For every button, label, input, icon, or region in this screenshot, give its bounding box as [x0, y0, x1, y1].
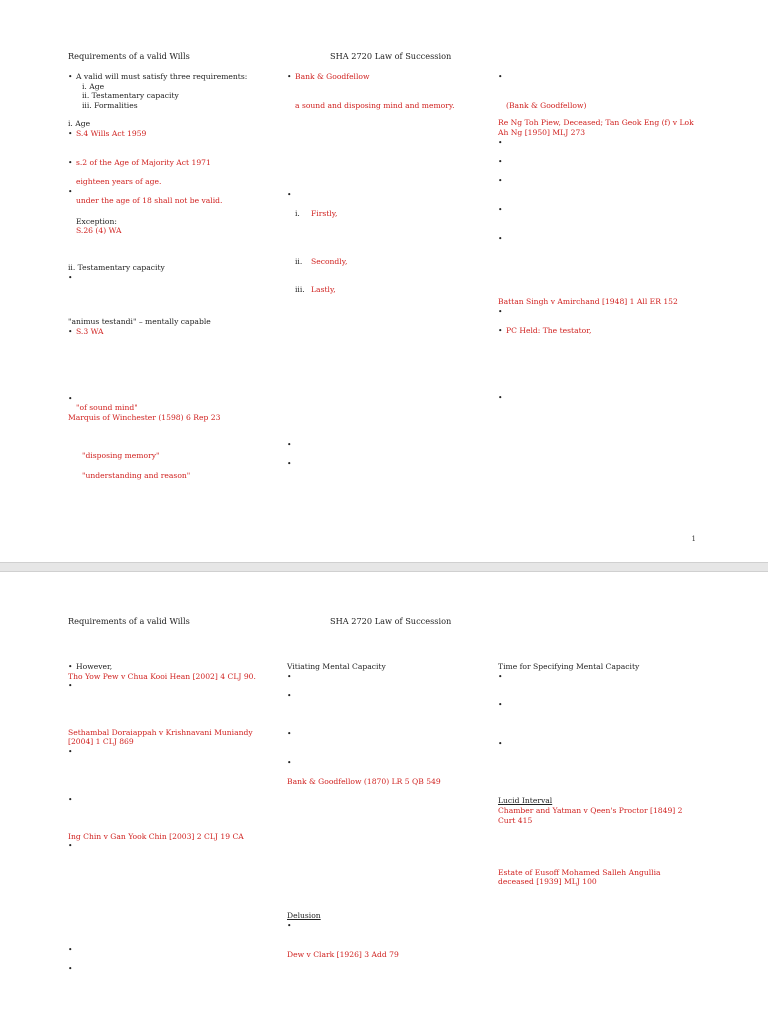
text-placeholder	[295, 190, 484, 200]
case-citation: Re Ng Toh Piew, Deceased; Tan Geok Eng (f) v Lok Ah Ng [1950] MLJ 273	[498, 118, 694, 137]
text-placeholder	[295, 768, 484, 778]
text-placeholder	[506, 700, 698, 710]
text-placeholder	[506, 412, 698, 422]
text-placeholder	[506, 345, 698, 355]
text-placeholder	[295, 758, 484, 768]
quote-block	[68, 423, 276, 481]
list-item	[287, 209, 484, 257]
text-placeholder	[76, 394, 276, 404]
text-placeholder	[76, 346, 276, 356]
text-placeholder	[76, 899, 276, 909]
list-item	[287, 921, 484, 950]
text-placeholder	[512, 925, 698, 935]
requirements-list	[68, 82, 276, 111]
text-placeholder	[506, 729, 698, 739]
text-placeholder	[76, 870, 276, 880]
text-placeholder	[506, 176, 698, 186]
text-placeholder	[301, 892, 484, 902]
exception-block	[68, 217, 276, 255]
page2-column-1	[68, 662, 276, 993]
text-placeholder	[76, 841, 276, 851]
case-citation: S.3 WA	[76, 326, 104, 336]
list-item	[68, 662, 276, 672]
text-placeholder	[506, 272, 698, 282]
text-placeholder	[295, 710, 484, 720]
text-placeholder	[76, 945, 276, 955]
text-placeholder	[76, 365, 276, 375]
text-placeholder	[76, 700, 276, 710]
text-placeholder	[76, 955, 276, 965]
text-placeholder	[311, 353, 484, 363]
text-placeholder	[76, 236, 276, 246]
text-placeholder	[506, 422, 698, 432]
highlight-text: Secondly,	[311, 256, 348, 266]
case-citation: Marquis of Winchester (1598) 6 Rep 23	[68, 413, 221, 422]
case-citation: Battan Singh v Amirchand [1948] 1 All ER 152	[498, 297, 678, 307]
text-placeholder	[295, 940, 484, 950]
text-placeholder	[76, 814, 276, 824]
text-placeholder	[301, 825, 484, 835]
text-placeholder	[512, 906, 698, 916]
text-placeholder	[506, 72, 698, 82]
section-heading: Lucid Interval	[498, 796, 553, 806]
text-placeholder	[295, 681, 484, 691]
text-placeholder	[82, 442, 276, 452]
text-placeholder	[295, 691, 484, 701]
text-placeholder	[506, 166, 698, 176]
section-heading: Vitiating Mental Capacity	[287, 662, 386, 671]
list-marker: ii.	[295, 256, 303, 266]
text-placeholder	[295, 921, 484, 931]
list-marker: i.	[295, 208, 300, 218]
case-citation: Estate of Eusoff Mohamed Salleh Angullia deceased [1939] MLJ 100	[498, 867, 661, 887]
text-placeholder	[512, 935, 698, 945]
text-placeholder	[295, 739, 484, 749]
text-placeholder	[76, 148, 276, 158]
text-placeholder	[76, 983, 276, 993]
animus-label: "animus testandi" – mentally capable	[68, 317, 211, 327]
list-item	[287, 72, 484, 178]
list-item	[498, 672, 698, 701]
list-item	[68, 72, 276, 82]
text-placeholder	[506, 281, 698, 291]
text-placeholder	[295, 459, 484, 469]
page2-column-3	[498, 662, 698, 945]
page-header-left: Requirements of a valid Wills	[68, 51, 190, 61]
text-placeholder	[76, 795, 276, 805]
text-placeholder	[506, 710, 698, 720]
text-placeholder	[301, 844, 484, 854]
page-separator	[0, 562, 768, 572]
exception-label: Exception:	[76, 216, 117, 226]
text-placeholder	[506, 186, 698, 196]
document-page-2	[0, 572, 768, 1024]
text-placeholder	[76, 860, 276, 870]
text-placeholder	[506, 441, 698, 451]
list-item	[287, 190, 484, 209]
text-placeholder	[76, 747, 276, 757]
text-placeholder	[506, 243, 698, 253]
section-heading: Time for Specifying Mental Capacity	[498, 662, 640, 671]
text-placeholder	[506, 364, 698, 374]
text-placeholder	[506, 316, 698, 326]
text-placeholder	[506, 672, 698, 682]
page1-column-2	[287, 72, 484, 488]
list-item	[287, 257, 484, 286]
list-item	[68, 681, 276, 719]
text-placeholder	[506, 253, 698, 263]
text-placeholder	[506, 681, 698, 691]
text-placeholder	[301, 835, 484, 845]
list-item	[68, 273, 276, 311]
text-placeholder	[76, 301, 276, 311]
page-header-center: SHA 2720 Law of Succession	[330, 51, 452, 61]
case-citation: s.2 of the Age of Majority Act 1971	[76, 157, 211, 167]
highlight-text: a sound and disposing mind and memory.	[295, 100, 455, 110]
list-item: iii. Formalities	[82, 100, 138, 110]
text-placeholder	[76, 384, 276, 394]
text-placeholder	[301, 902, 484, 912]
text-placeholder	[295, 110, 484, 120]
text-placeholder	[295, 700, 484, 710]
list-item	[498, 157, 698, 176]
paragraph	[498, 831, 698, 860]
text-placeholder	[295, 729, 484, 739]
highlight-text: eighteen years of age.	[76, 176, 162, 186]
case-citation: Bank & Goodfellow	[295, 72, 370, 81]
text-placeholder	[76, 804, 276, 814]
text-placeholder	[295, 440, 484, 450]
list-item	[498, 176, 698, 205]
text-placeholder	[82, 432, 276, 442]
text-placeholder	[311, 399, 484, 409]
text-placeholder	[311, 247, 484, 257]
text-placeholder	[506, 147, 698, 157]
text-placeholder	[311, 333, 484, 343]
text-placeholder	[311, 343, 484, 353]
text-placeholder	[76, 766, 276, 776]
text-placeholder	[506, 374, 698, 384]
text-placeholder	[311, 409, 484, 419]
text-placeholder	[76, 908, 276, 918]
text-placeholder	[311, 314, 484, 324]
list-item	[68, 327, 276, 394]
text-placeholder	[498, 841, 698, 851]
list-item	[498, 205, 698, 234]
text-placeholder	[295, 91, 484, 101]
case-citation: (Bank & Goodfellow)	[506, 100, 587, 110]
text-placeholder	[311, 218, 484, 228]
text-placeholder	[76, 785, 276, 795]
case-citation: S.4 Wills Act 1959	[76, 128, 147, 138]
text-placeholder	[76, 681, 276, 691]
highlight-text: PC Held: The testator,	[506, 325, 592, 335]
text-placeholder	[506, 758, 698, 768]
text-placeholder	[506, 720, 698, 730]
text-placeholder	[506, 393, 698, 403]
text-placeholder	[506, 224, 698, 234]
highlight-text: "disposing memory"	[82, 451, 160, 461]
list-item	[287, 729, 484, 758]
text-placeholder	[506, 787, 698, 797]
highlight-text: under the age of 18 shall not be valid.	[76, 196, 223, 206]
text-placeholder	[76, 851, 276, 861]
text-placeholder	[295, 158, 484, 168]
quote-block	[498, 887, 698, 945]
text-placeholder	[506, 195, 698, 205]
list-item	[287, 459, 484, 488]
text-placeholder	[311, 380, 484, 390]
text-placeholder	[295, 168, 484, 178]
list-item	[68, 747, 276, 795]
list-item	[498, 326, 698, 393]
text-placeholder	[295, 120, 484, 130]
text-placeholder	[506, 262, 698, 272]
text-placeholder	[506, 768, 698, 778]
text-placeholder	[506, 355, 698, 365]
text-placeholder	[506, 383, 698, 393]
text-placeholder	[295, 931, 484, 941]
list-item	[287, 440, 484, 459]
text-placeholder	[76, 756, 276, 766]
text-placeholder	[311, 362, 484, 372]
list-item	[68, 841, 276, 937]
quote-block	[287, 787, 484, 912]
list-item	[68, 187, 276, 206]
text-placeholder	[512, 916, 698, 926]
case-citation: Tho Yow Pew v Chua Kooi Hean [2002] 4 CLJ 90.	[68, 671, 256, 681]
text-placeholder	[295, 449, 484, 459]
list-item	[498, 393, 698, 451]
text-placeholder	[311, 276, 484, 286]
page1-column-1	[68, 72, 276, 480]
text-placeholder	[498, 831, 698, 841]
text-placeholder	[76, 292, 276, 302]
page-header-left: Requirements of a valid Wills	[68, 616, 190, 626]
highlight-text: Firstly,	[311, 208, 338, 218]
text-placeholder	[76, 776, 276, 786]
text-placeholder	[506, 157, 698, 167]
section-heading-age: i. Age	[68, 119, 91, 129]
text-placeholder	[506, 214, 698, 224]
text-placeholder	[76, 187, 276, 197]
text-placeholder	[311, 389, 484, 399]
text-placeholder	[506, 82, 698, 92]
text-placeholder	[295, 82, 484, 92]
text-placeholder	[311, 418, 484, 428]
text-placeholder	[295, 130, 484, 140]
text-placeholder	[295, 149, 484, 159]
list-marker: iii.	[295, 285, 305, 295]
text-placeholder	[76, 282, 276, 292]
page1-column-3	[498, 72, 698, 451]
text-placeholder	[311, 295, 484, 305]
page-number: 1	[691, 535, 696, 543]
text-placeholder	[76, 167, 276, 177]
list-item	[287, 691, 484, 729]
case-citation: Dew v Clark [1926] 3 Add 79	[287, 949, 399, 959]
highlight-text: "of sound mind"	[76, 403, 138, 413]
case-citation: Bank & Goodfellow (1870) LR 5 QB 549	[287, 777, 441, 787]
text-placeholder	[506, 777, 698, 787]
list-item: ii. Testamentary capacity	[82, 91, 179, 101]
text-placeholder	[76, 691, 276, 701]
text-placeholder	[311, 228, 484, 238]
text-placeholder	[506, 739, 698, 749]
text-placeholder	[76, 355, 276, 365]
case-citation: Chamber and Yatman v Qeen's Proctor [1849] 2 Curt 415	[498, 805, 683, 825]
text-placeholder	[76, 336, 276, 346]
text-placeholder	[76, 918, 276, 928]
list-item	[68, 158, 276, 187]
text-placeholder	[82, 461, 276, 471]
text-placeholder	[506, 234, 698, 244]
text-placeholder	[295, 478, 484, 488]
text-placeholder	[76, 375, 276, 385]
text-placeholder	[295, 199, 484, 209]
intro-text: However,	[76, 662, 113, 671]
page-header-center: SHA 2720 Law of Succession	[330, 616, 452, 626]
text-placeholder	[498, 850, 698, 860]
text-placeholder	[311, 266, 484, 276]
text-placeholder	[76, 974, 276, 984]
list-item	[498, 138, 698, 157]
text-placeholder	[82, 423, 276, 433]
highlight-text: Lastly,	[311, 285, 336, 295]
case-citation: S.26 (4) WA	[76, 226, 122, 236]
list-item	[68, 394, 276, 413]
text-placeholder	[76, 273, 276, 283]
case-citation: Sethambal Doraiappah v Krishnavani Muniandy [2004] 1 CLJ 869	[68, 727, 253, 747]
section-heading: Delusion	[287, 911, 321, 921]
text-placeholder	[295, 672, 484, 682]
list-item	[68, 795, 276, 824]
list-item	[498, 700, 698, 738]
text-placeholder	[512, 887, 698, 897]
list-item	[498, 72, 698, 110]
list-item	[498, 234, 698, 292]
text-placeholder	[506, 138, 698, 148]
list-item	[287, 672, 484, 691]
text-placeholder	[76, 964, 276, 974]
highlight-text: "understanding and reason"	[82, 470, 191, 480]
text-placeholder	[301, 883, 484, 893]
text-placeholder	[506, 91, 698, 101]
section-heading-capacity: ii. Testamentary capacity	[68, 263, 165, 273]
text-placeholder	[506, 205, 698, 215]
text-placeholder	[76, 889, 276, 899]
intro-text: A valid will must satisfy three requirements:	[76, 72, 248, 81]
text-placeholder	[506, 691, 698, 701]
text-placeholder	[506, 431, 698, 441]
text-placeholder	[506, 748, 698, 758]
page2-column-2	[287, 662, 484, 959]
list-item	[498, 739, 698, 797]
list-item	[498, 307, 698, 326]
text-placeholder	[76, 139, 276, 149]
list-item	[287, 285, 484, 371]
text-placeholder	[295, 748, 484, 758]
text-placeholder	[311, 324, 484, 334]
text-placeholder	[301, 796, 484, 806]
text-placeholder	[76, 879, 276, 889]
case-citation: Ing Chin v Gan Yook Chin [2003] 2 CLJ 19 CA	[68, 831, 244, 841]
list-item	[287, 758, 484, 777]
text-placeholder	[295, 720, 484, 730]
text-placeholder	[301, 854, 484, 864]
text-placeholder	[311, 238, 484, 248]
text-placeholder	[506, 335, 698, 345]
paragraph	[287, 380, 484, 428]
text-placeholder	[295, 469, 484, 479]
list-item	[68, 945, 276, 964]
list-item: i. Age	[82, 81, 105, 91]
text-placeholder	[301, 873, 484, 883]
text-placeholder	[76, 246, 276, 256]
list-item	[68, 964, 276, 993]
text-placeholder	[311, 305, 484, 315]
text-placeholder	[295, 139, 484, 149]
text-placeholder	[301, 863, 484, 873]
text-placeholder	[301, 806, 484, 816]
text-placeholder	[512, 897, 698, 907]
text-placeholder	[301, 816, 484, 826]
text-placeholder	[76, 710, 276, 720]
text-placeholder	[506, 403, 698, 413]
text-placeholder	[76, 927, 276, 937]
text-placeholder	[506, 307, 698, 317]
text-placeholder	[301, 787, 484, 797]
list-item	[68, 129, 276, 158]
